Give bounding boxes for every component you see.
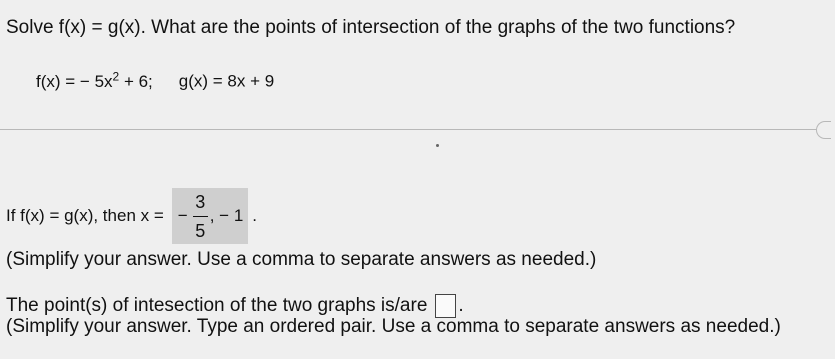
part1-answer-field[interactable] [172, 188, 249, 244]
question-text: Solve f(x) = g(x). What are the points of intersection of the graphs of the two functions? [6, 17, 736, 38]
part2-suffix: . [458, 295, 464, 316]
part1-prefix: If f(x) = g(x), then x = [6, 206, 164, 225]
answer-rest: , − 1 [209, 206, 244, 225]
fraction-denominator: 5 [195, 220, 206, 241]
answer-sign: − [177, 206, 188, 225]
part2-statement [6, 294, 464, 318]
dot-marker [436, 144, 439, 147]
part2-prefix: The point(s) of intesection of the two graphs is/are [6, 295, 428, 316]
f-definition-tail: + 6; [119, 71, 153, 91]
part1-suffix: . [252, 206, 258, 225]
part1-instruction: (Simplify your answer. Use a comma to separate answers as needed.) [6, 249, 597, 270]
f-definition [36, 69, 153, 91]
section-divider [0, 129, 818, 130]
divider-handle[interactable] [816, 121, 831, 139]
part2-instruction: (Simplify your answer. Type an ordered pair. Use a comma to separate answers as needed.) [6, 316, 781, 337]
f-exponent: 2 [112, 69, 120, 83]
part1-statement [6, 188, 257, 244]
f-definition-base: f(x) = − 5x [36, 71, 113, 91]
function-definitions [36, 69, 274, 92]
g-definition: g(x) = 8x + 9 [178, 71, 275, 91]
intersection-answer-input[interactable] [435, 294, 456, 318]
answer-fraction [193, 191, 208, 242]
fraction-numerator: 3 [195, 191, 206, 212]
fraction-bar [193, 216, 208, 217]
